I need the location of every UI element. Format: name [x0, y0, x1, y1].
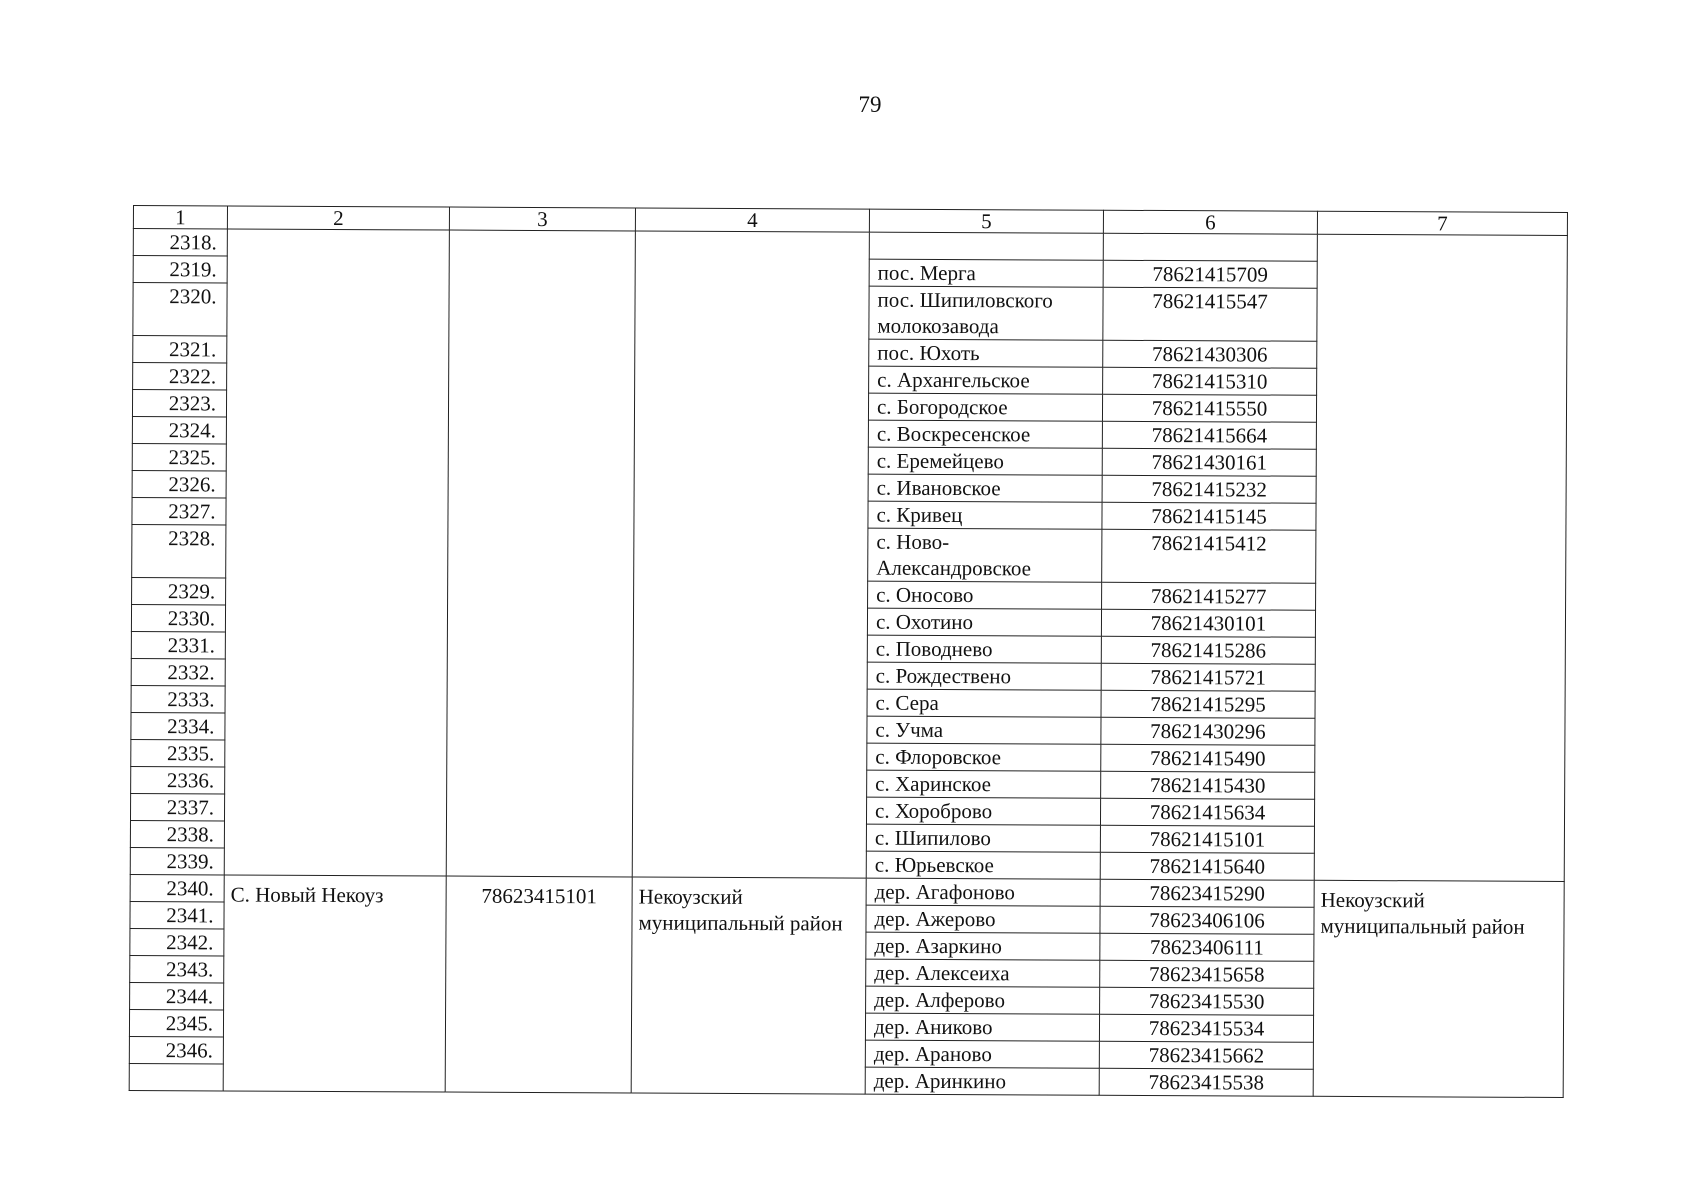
place-code: 78623415290 [1100, 879, 1314, 907]
place-name: дер. Ажерово [866, 905, 1100, 933]
column-header: 4 [635, 208, 869, 232]
place-name: с. Ново-Александровское [868, 528, 1102, 582]
row-number: 2343. [130, 955, 224, 982]
place-name: с. Учма [867, 716, 1101, 744]
place-code: 78623406111 [1100, 933, 1314, 961]
row-number: 2345. [129, 1009, 223, 1036]
settlements-table-wrapper [129, 205, 1568, 1098]
place-code: 78621430306 [1103, 340, 1317, 368]
place-code: 78621415286 [1101, 636, 1315, 664]
row-number: 2318. [133, 229, 227, 256]
place-name: дер. Агафоново [866, 878, 1100, 906]
place-code: 78621415640 [1100, 852, 1314, 880]
row-number: 2344. [130, 982, 224, 1009]
place-code: 78621415412 [1102, 529, 1316, 583]
place-name: с. Кривец [868, 501, 1102, 529]
place-code [1103, 233, 1317, 261]
place-code: 78621415721 [1101, 663, 1315, 691]
place-code: 78621415232 [1102, 475, 1316, 503]
column-header: 5 [869, 209, 1103, 233]
place-name: пос. Мерга [869, 259, 1103, 287]
column-header: 6 [1103, 210, 1317, 234]
place-name: с. Харинское [867, 770, 1101, 798]
place-code: 78621430101 [1101, 609, 1315, 637]
place-code: 78621415547 [1103, 287, 1317, 341]
place-code: 78623415530 [1100, 987, 1314, 1015]
table-row [130, 874, 1564, 908]
place-name: пос. Шипиловского молокозавода [869, 286, 1103, 340]
row-number: 2334. [131, 712, 225, 739]
row-number: 2342. [130, 928, 224, 955]
place-name: с. Поводнево [867, 635, 1101, 663]
place-code: 78623415538 [1099, 1068, 1313, 1096]
place-name: дер. Аниково [865, 1013, 1099, 1041]
place-code: 78621415277 [1102, 582, 1316, 610]
district-col7-cell [1314, 234, 1567, 881]
row-number: 2326. [132, 470, 226, 497]
settlements-table [129, 205, 1568, 1098]
district-cell [632, 231, 869, 878]
place-code: 78621415430 [1101, 771, 1315, 799]
row-number: 2331. [131, 631, 225, 658]
row-number: 2320. [133, 283, 227, 336]
settlement-code-cell [446, 230, 635, 877]
row-number: 2340. [130, 874, 224, 901]
settlement-cell [224, 229, 449, 876]
district-col7-name: Некоузский муниципальный район [1313, 880, 1564, 1097]
row-number: 2330. [131, 604, 225, 631]
row-number: 2329. [132, 577, 226, 604]
place-code: 78623415658 [1100, 960, 1314, 988]
row-number: 2339. [130, 847, 224, 874]
place-name: с. Еремейцево [868, 447, 1102, 475]
settlement-code: 78623415101 [445, 876, 632, 1093]
place-name: дер. Аринкино [865, 1067, 1099, 1095]
place-code: 78621415550 [1102, 394, 1316, 422]
place-name: с. Рождествено [867, 662, 1101, 690]
place-name: с. Сера [867, 689, 1101, 717]
row-number: 2346. [129, 1036, 223, 1063]
place-name: с. Архангельское [869, 366, 1103, 394]
place-name: с. Хороброво [866, 797, 1100, 825]
place-name: с. Флоровское [867, 743, 1101, 771]
place-code: 78621430161 [1102, 448, 1316, 476]
place-code: 78621415310 [1103, 367, 1317, 395]
place-name: с. Шипилово [866, 824, 1100, 852]
row-number: 2327. [132, 497, 226, 524]
place-name: с. Юрьевское [866, 851, 1100, 879]
row-number [129, 1063, 223, 1090]
column-header: 2 [227, 206, 449, 230]
place-name: с. Охотино [867, 608, 1101, 636]
place-code: 78623415534 [1099, 1014, 1313, 1042]
row-number: 2323. [132, 390, 226, 417]
place-code: 78621430296 [1101, 717, 1315, 745]
place-name: с. Воскресенское [868, 420, 1102, 448]
place-code: 78621415101 [1100, 825, 1314, 853]
row-number: 2338. [130, 820, 224, 847]
page-number: 79 [858, 92, 882, 117]
place-code: 78623415662 [1099, 1041, 1313, 1069]
row-number: 2341. [130, 901, 224, 928]
row-number: 2337. [130, 793, 224, 820]
row-number: 2333. [131, 685, 225, 712]
place-code: 78621415490 [1101, 744, 1315, 772]
place-name: с. Богородское [868, 393, 1102, 421]
row-number: 2319. [133, 256, 227, 283]
place-name: дер. Араново [865, 1040, 1099, 1068]
column-header: 7 [1317, 211, 1567, 235]
place-code: 78621415664 [1102, 421, 1316, 449]
column-header: 1 [133, 206, 227, 229]
place-name [869, 232, 1103, 260]
row-number: 2324. [132, 416, 226, 443]
row-number: 2332. [131, 658, 225, 685]
place-code: 78621415634 [1100, 798, 1314, 826]
row-number: 2321. [133, 336, 227, 363]
place-code: 78623406106 [1100, 906, 1314, 934]
place-name: с. Ивановское [868, 474, 1102, 502]
place-code: 78621415295 [1101, 690, 1315, 718]
place-name: дер. Азаркино [866, 932, 1100, 960]
row-number: 2322. [133, 363, 227, 390]
place-code: 78621415145 [1102, 502, 1316, 530]
place-name: пос. Юхоть [869, 339, 1103, 367]
district-name: Некоузский муниципальный район [631, 877, 866, 1094]
row-number: 2328. [132, 524, 226, 577]
row-number: 2336. [131, 766, 225, 793]
table-row [133, 229, 1567, 263]
row-number: 2325. [132, 443, 226, 470]
column-header: 3 [449, 207, 635, 231]
place-code: 78621415709 [1103, 260, 1317, 288]
place-name: с. Оносово [868, 581, 1102, 609]
row-number: 2335. [131, 739, 225, 766]
settlement-name: С. Новый Некоуз [223, 875, 446, 1092]
place-name: дер. Алферово [866, 986, 1100, 1014]
place-name: дер. Алексеиха [866, 959, 1100, 987]
